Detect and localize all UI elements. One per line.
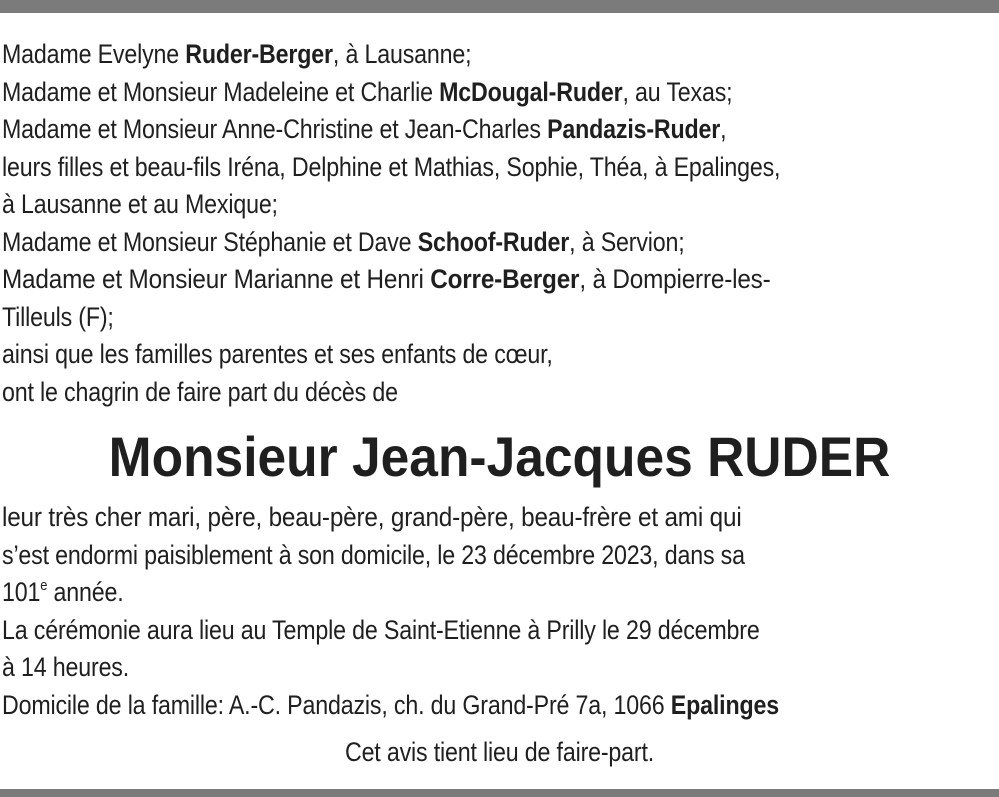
- body-line-1: leur très cher mari, père, beau-père, grand-père, beau-frère et ami qui: [2, 502, 742, 532]
- closing-note: Cet avis tient lieu de faire-part.: [344, 737, 655, 767]
- family-line-9: ainsi que les familles parentes et ses enfants de cœur,: [2, 339, 553, 369]
- deceased-name: Monsieur Jean-Jacques RUDER: [108, 425, 891, 488]
- family-line-7: Madame et Monsieur Marianne et Henri Corre-Berger, à Dompierre-les-: [2, 264, 771, 294]
- family-domicile: Domicile de la famille: A.-C. Pandazis, ch. du Grand-Pré 7a, 1066 Epalinges: [2, 689, 779, 720]
- body-line-2: s’est endormi paisiblement à son domicile, le 23 décembre 2023, dans sa: [2, 539, 745, 570]
- family-line-6: Madame et Monsieur Stéphanie et Dave Schoof-Ruder, à Servion;: [2, 226, 685, 257]
- death-notice: [2, 36, 997, 772]
- family-surname: Schoof-Ruder: [417, 226, 570, 257]
- bottom-border: [0, 789, 999, 797]
- ceremony-line-2: à 14 heures.: [2, 652, 130, 682]
- top-border: [0, 0, 999, 13]
- family-line-5: à Lausanne et au Mexique;: [2, 189, 278, 219]
- family-surname: Pandazis-Ruder: [547, 114, 721, 144]
- family-line-10: ont le chagrin de faire part du décès de: [2, 376, 398, 407]
- family-line-4: leurs filles et beau-fils Iréna, Delphine et Mathias, Sophie, Théa, à Epalinges,: [2, 151, 781, 182]
- family-line-1: Madame Evelyne Ruder-Berger, à Lausanne;: [2, 39, 472, 69]
- ceremony-line-1: La cérémonie aura lieu au Temple de Saint-Etienne à Prilly le 29 décembre: [2, 614, 760, 645]
- family-surname: Corre-Berger: [430, 264, 580, 294]
- family-surname: McDougal-Ruder: [439, 76, 623, 107]
- family-line-8: Tilleuls (F);: [2, 301, 114, 332]
- family-line-2: Madame et Monsieur Madeleine et Charlie McDougal-Ruder, au Texas;: [2, 76, 733, 107]
- age-line: 101e année.: [2, 577, 124, 607]
- family-surname: Ruder-Berger: [185, 39, 333, 69]
- family-line-3: Madame et Monsieur Anne-Christine et Jean-Charles Pandazis-Ruder,: [2, 114, 727, 144]
